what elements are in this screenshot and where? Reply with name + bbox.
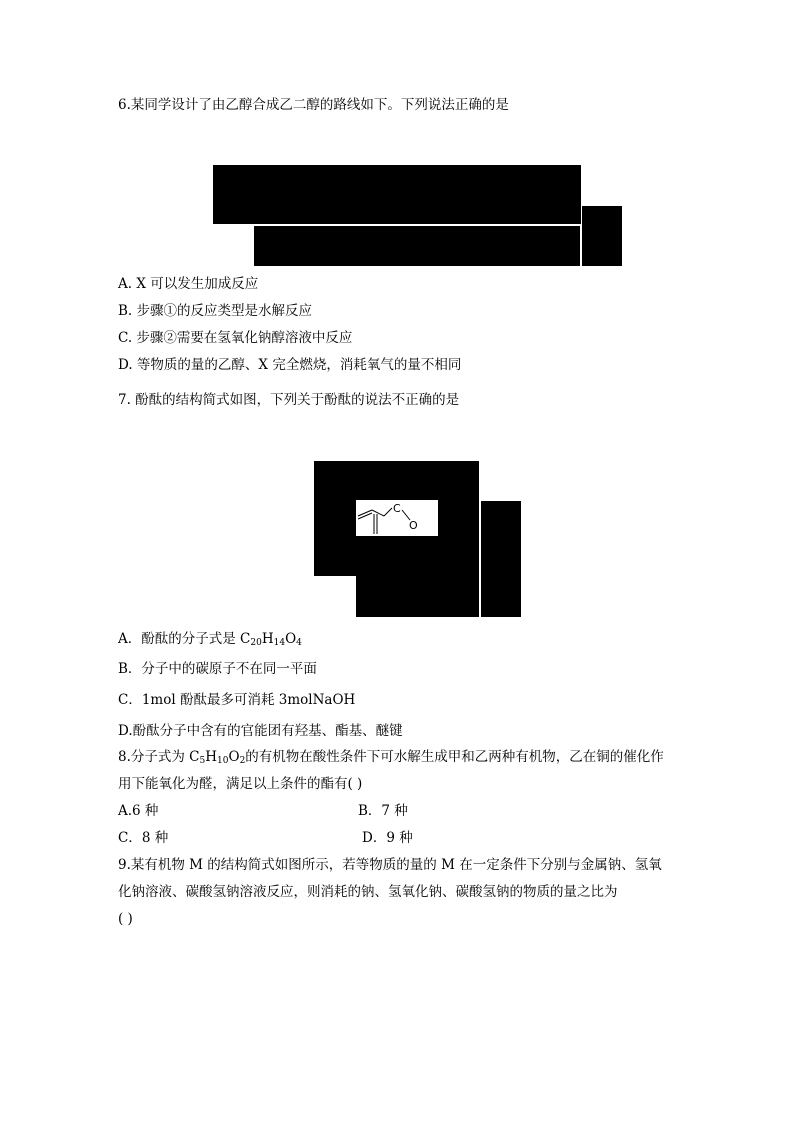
q6-option-d: D. 等物质的量的乙醇、X 完全燃烧，消耗氧气的量不相同: [118, 357, 462, 373]
structure-bonds: [356, 500, 438, 534]
q6-option-a: A. X 可以发生加成反应: [118, 276, 259, 292]
q9-line1: 9.某有机物 M 的结构简式如图所示，若等物质的量的 M 在一定条件下分别与金属钠、氢氧: [118, 857, 662, 873]
svg-text:C: C: [393, 502, 401, 515]
q8-option-c: C．8 种: [118, 830, 169, 846]
redacted-block: [481, 501, 521, 617]
q8-option-a: A.6 种: [118, 803, 159, 819]
q6-option-c: C. 步骤②需要在氢氧化钠醇溶液中反应: [118, 330, 353, 346]
redacted-block: [314, 500, 356, 536]
structure-oxygen-label: O: [409, 519, 418, 532]
q8-stem-prefix: 8.分子式为 C: [118, 749, 200, 765]
formula-element: H: [261, 631, 274, 647]
redacted-block: [254, 226, 580, 266]
phenolphthalein-structure-fragment: [356, 500, 438, 534]
subscript: 4: [296, 638, 302, 648]
formula-element: O: [228, 749, 240, 765]
formula-element: H: [205, 749, 218, 765]
redacted-block: [582, 206, 622, 266]
subscript: 20: [250, 638, 262, 648]
redacted-block: [438, 500, 479, 536]
q7-option-b: B．分子中的碳原子不在同一平面: [118, 661, 317, 677]
q6-stem: 6.某同学设计了由乙醇合成乙二醇的路线如下。下列说法正确的是: [118, 97, 509, 113]
q9-line2: 化钠溶液、碳酸氢钠溶液反应，则消耗的钠、氢氧化钠、碳酸氢钠的物质的量之比为: [118, 884, 618, 900]
q8-stem-suffix: 的有机物在酸性条件下可水解生成甲和乙两种有机物，乙在铜的催化作: [245, 749, 664, 765]
subscript: 5: [199, 756, 206, 766]
redacted-block: [314, 536, 479, 576]
redacted-block: [356, 576, 479, 617]
q8-option-b: B．7 种: [358, 803, 408, 819]
q6-option-b: B. 步骤①的反应类型是水解反应: [118, 303, 313, 319]
q8-stem: [118, 749, 664, 769]
subscript: 14: [273, 638, 286, 648]
formula-element: O: [285, 631, 297, 647]
q8-option-d: D．9 种: [362, 830, 413, 846]
redacted-block: [314, 461, 479, 501]
q9-line3: ( ): [118, 911, 133, 927]
redacted-block: [213, 165, 581, 224]
q8-stem-line2: 用下能氧化为醛，满足以上条件的酯有( ): [118, 776, 363, 792]
q7-option-a: [118, 631, 302, 651]
q7-option-c: C．1mol 酚酞最多可消耗 3molNaOH: [118, 692, 356, 708]
subscript: 10: [217, 756, 229, 766]
q7-option-a-text: A．酚酞的分子式是 C: [118, 631, 251, 647]
subscript: 2: [239, 756, 246, 766]
q7-option-d: D.酚酞分子中含有的官能团有羟基、酯基、醚键: [118, 723, 403, 739]
q7-stem: 7. 酚酞的结构简式如图，下列关于酚酞的说法不正确的是: [118, 392, 460, 408]
